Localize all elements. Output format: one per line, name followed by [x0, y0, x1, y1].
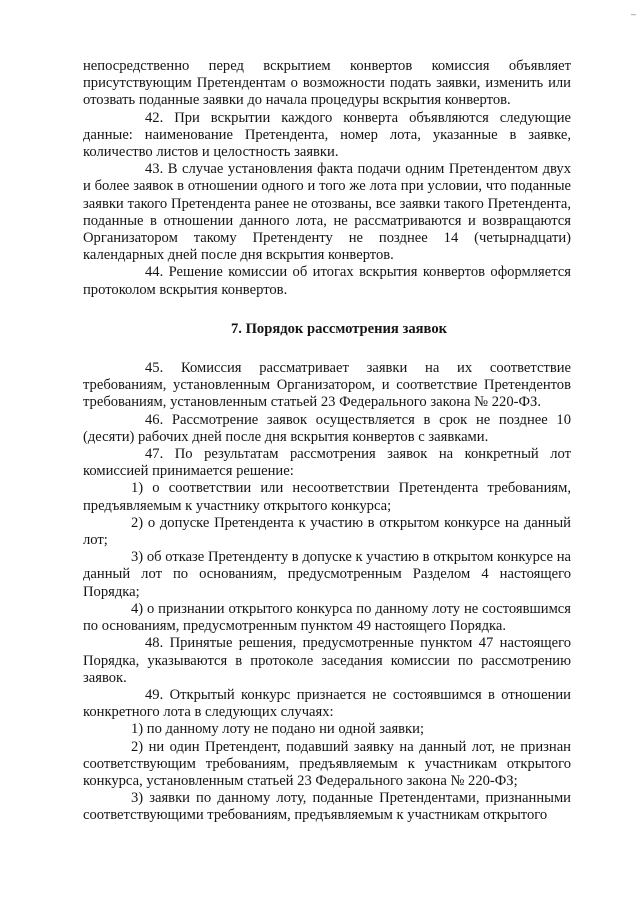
paragraph-49: 49. Открытый конкурс признается не состоявшимся в отношении конкретного лота в следующих случаях:	[83, 686, 571, 721]
paragraph-47-item-1: 1) о соответствии или несоответствии Претендента требованиям, предъявляемым к участнику открытого конкурса;	[83, 480, 571, 514]
paragraph-49-item-1: 1) по данному лоту не подано ни одной заявки;	[131, 721, 425, 738]
paragraph-43: 43. В случае установления факта подачи одним Претендентом двух и более заявок в отношении одного и того же лота при условии, что поданные заявки такого Претендента ранее не отозваны, все заявки такого Претендента, поданные в отношении данного лота, не рассматриваются и возвращаются Организатором такому Претенденту не позднее 14 (четырнадцати) календарных дней после дня вскрытия конвертов.	[83, 161, 571, 264]
paragraph-42: 42. При вскрытии каждого конверта объявляются следующие данные: наименование Претендента, номер лота, указанные в заявке, количество листов и целостность заявки.	[83, 109, 571, 161]
paragraph-continuation: непосредственно перед вскрытием конвертов комиссия объявляет присутствующим Претендентам о возможности подать заявки, изменить или отозвать поданные заявки до начала процедуры вскрытия конвертов.	[83, 58, 571, 109]
paragraph-44: 44. Решение комиссии об итогах вскрытия конвертов оформляется протоколом вскрытия конвертов.	[83, 264, 571, 298]
spacer	[83, 338, 571, 360]
paragraph-47-item-2: 2) о допуске Претендента к участию в открытом конкурсе на данный лот;	[83, 514, 571, 549]
document-body	[83, 58, 571, 825]
paragraph-47-item-3: 3) об отказе Претенденту в допуске к участию в открытом конкурсе на данный лот по основаниям, предусмотренным Разделом 4 настоящего Порядка;	[83, 549, 571, 600]
paragraph-49-item-3: 3) заявки по данному лоту, поданные Претендентами, признанными соответствующими требованиям, предъявляемым к участникам открытого	[83, 790, 571, 824]
paragraph-46: 46. Рассмотрение заявок осуществляется в срок не позднее 10 (десяти) рабочих дней после дня вскрытия конвертов с заявками.	[83, 411, 571, 445]
corner-mark: –	[630, 9, 636, 19]
paragraph-49-item-2: 2) ни один Претендент, подавший заявку на данный лот, не признан соответствующим требованиям, предъявляемым к участникам открытого конкурса, установленным статьей 23 Федерального закона № 220-ФЗ;	[83, 738, 571, 789]
paragraph-47: 47. По результатам рассмотрения заявок на конкретный лот комиссией принимается решение:	[83, 446, 571, 480]
section-heading: 7. Порядок рассмотрения заявок	[230, 320, 448, 337]
paragraph-45: 45. Комиссия рассматривает заявки на их соответствие требованиям, установленным Организатором, и соответствие Претендентов требованиям, установленным статьей 23 Федерального закона № 220-ФЗ.	[83, 360, 571, 411]
paragraph-48: 48. Принятые решения, предусмотренные пунктом 47 настоящего Порядка, указываются в протоколе заседания комиссии по рассмотрению заявок.	[83, 635, 571, 686]
paragraph-47-item-4: 4) о признании открытого конкурса по данному лоту не состоявшимся по основаниям, предусмотренным пунктом 49 настоящего Порядка.	[83, 600, 571, 635]
spacer	[83, 299, 571, 321]
